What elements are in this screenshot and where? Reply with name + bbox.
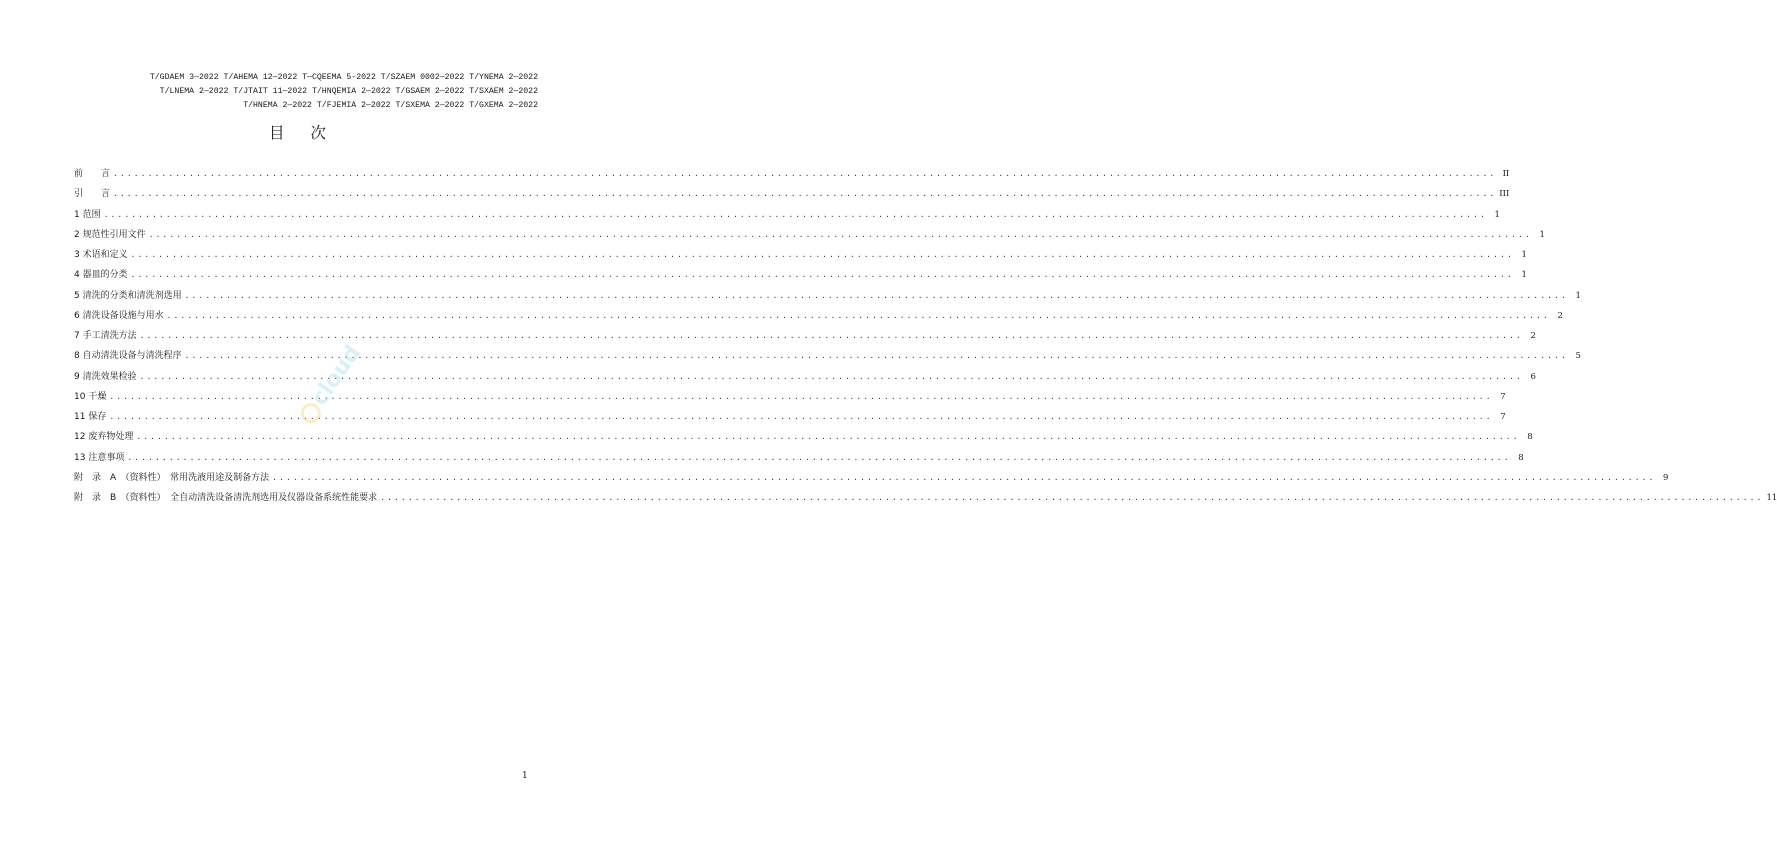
toc-entry-page: 1	[1494, 209, 1500, 220]
toc-entry-page: 2	[1530, 331, 1536, 341]
toc-entry-terms[interactable]	[74, 245, 1527, 265]
toc-entry-appendix-b[interactable]	[74, 488, 1777, 508]
leader-dots: ........................................................................................................................................................................................................	[166, 310, 1550, 320]
toc-entry-label: 11 保存	[74, 412, 107, 422]
toc-entry-label: 附 录 B （资料性） 全自动清洗设备清洗剂选用及仪器设备系统性能要求	[74, 493, 378, 503]
standard-numbers-header	[78, 71, 538, 113]
leader-dots: ........................................................................................................................................................................................................	[113, 169, 1497, 178]
toc-entry-label: 5 清洗的分类和清洗剂选用	[74, 290, 182, 301]
toc-entry-page: 5	[1575, 351, 1581, 362]
leader-dots: ........................................................................................................................................................................................................	[148, 229, 1532, 239]
toc-entry-label: 9 清洗效果检验	[74, 371, 137, 382]
toc-entry-page: 8	[1527, 432, 1533, 443]
leader-dots: ........................................................................................................................................................................................................	[184, 351, 1568, 361]
toc-entry-label: 8 自动清洗设备与清洗程序	[74, 351, 182, 362]
toc-entry-page: 8	[1518, 452, 1524, 463]
toc-entry-page: 1	[1521, 270, 1527, 281]
leader-dots: ........................................................................................................................................................................................................	[109, 391, 1493, 401]
toc-entry-drying[interactable]	[74, 387, 1506, 407]
toc-entry-page: 7	[1500, 391, 1506, 402]
toc-entry-label: 7 手工清洗方法	[74, 331, 137, 341]
leader-dots: ........................................................................................................................................................................................................	[130, 250, 1514, 259]
toc-entry-label: 13 注意事项	[74, 452, 125, 463]
toc-entry-page: 9	[1663, 472, 1669, 483]
toc-entry-inspection[interactable]	[74, 367, 1536, 387]
toc-entry-page: 1	[1539, 229, 1545, 240]
watermark-text: cloud	[307, 340, 367, 411]
leader-dots: ........................................................................................................................................................................................................	[103, 209, 1487, 219]
toc-entry-waste[interactable]	[74, 427, 1533, 447]
toc-entry-label: 3 术语和定义	[74, 250, 128, 260]
leader-dots: ........................................................................................................................................................................................................	[127, 452, 1511, 462]
toc-entry-normative-references[interactable]	[74, 225, 1545, 245]
leader-dots: ........................................................................................................................................................................................................	[109, 412, 1493, 421]
toc-entry-precautions[interactable]	[74, 448, 1524, 468]
toc-entry-introduction[interactable]	[74, 184, 1510, 204]
toc-entry-foreword[interactable]	[74, 164, 1510, 184]
toc-entry-label: 4 器皿的分类	[74, 270, 128, 281]
toc-entry-page: 2	[1557, 310, 1563, 321]
toc-entry-classification[interactable]	[74, 265, 1527, 285]
toc-entry-label: 附 录 A （资料性） 常用洗液用途及制备方法	[74, 472, 270, 483]
toc-entry-scope[interactable]	[74, 205, 1500, 225]
leader-dots: ........................................................................................................................................................................................................	[139, 331, 1523, 340]
toc-entry-storage[interactable]	[74, 407, 1506, 427]
toc-entry-page: 6	[1530, 371, 1536, 382]
leader-dots: ........................................................................................................................................................................................................	[380, 493, 1764, 502]
toc-entry-label: 10 干燥	[74, 391, 107, 402]
toc-entry-label: 引 言	[74, 189, 111, 200]
toc-entry-page: II	[1502, 169, 1510, 179]
toc-entry-label: 6 清洗设备设施与用水	[74, 310, 164, 321]
leader-dots: ........................................................................................................................................................................................................	[136, 432, 1520, 442]
leader-dots: ........................................................................................................................................................................................................	[272, 472, 1656, 482]
toc-entry-page: III	[1499, 189, 1510, 200]
header-line-2: T/LNEMA 2—2022 T/JTAIT 11—2022 T/HNQEMIA 2—2022 T/GSAEM 2—2022 T/SXAEM 2—2022	[159, 87, 538, 96]
toc-entry-appendix-a[interactable]	[74, 468, 1669, 488]
toc-entry-page: 1	[1575, 290, 1581, 301]
toc-title: 目次	[268, 124, 352, 142]
table-of-contents	[74, 164, 1777, 508]
toc-entry-page: 7	[1500, 412, 1506, 422]
leader-dots: ........................................................................................................................................................................................................	[184, 290, 1568, 300]
toc-entry-cleaning-agents[interactable]	[74, 286, 1581, 306]
toc-entry-automatic-cleaning[interactable]	[74, 346, 1581, 366]
toc-entry-page: 1	[1521, 250, 1527, 260]
toc-entry-label: 2 规范性引用文件	[74, 229, 146, 240]
toc-entry-equipment-water[interactable]	[74, 306, 1563, 326]
leader-dots: ........................................................................................................................................................................................................	[130, 270, 1514, 280]
toc-entry-label: 1 范围	[74, 209, 101, 220]
toc-entry-label: 12 废弃物处理	[74, 432, 134, 443]
header-line-3: T/HNEMA 2—2022 T/FJEMIA 2—2022 T/SXEMA 2—2022 T/GXEMA 2—2022	[243, 101, 538, 110]
toc-entry-page: 11	[1766, 493, 1777, 503]
toc-entry-label: 前 言	[74, 169, 111, 179]
page-number: 1	[522, 771, 528, 781]
header-line-1: T/GDAEM 3—2022 T/AHEMA 12—2022 T—CQEEMA 5-2022 T/SZAEM 0002—2022 T/YNEMA 2—2022	[149, 73, 538, 82]
toc-entry-manual-cleaning[interactable]	[74, 326, 1536, 346]
leader-dots: ........................................................................................................................................................................................................	[113, 189, 1497, 199]
leader-dots: ........................................................................................................................................................................................................	[139, 371, 1523, 381]
